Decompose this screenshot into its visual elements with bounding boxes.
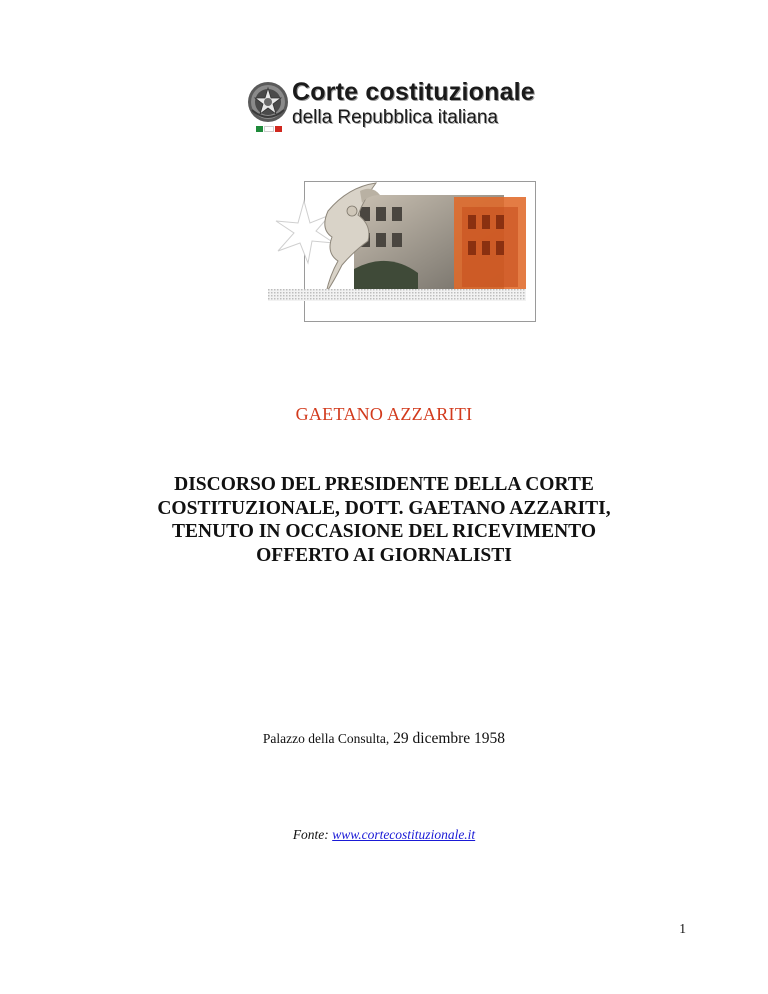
logo-subtitle: della Repubblica italiana — [292, 107, 498, 128]
title-line: OFFERTO AI GIORNALISTI — [256, 544, 512, 566]
title-line: TENUTO IN OCCASIONE DEL RICEVIMENTO — [171, 521, 597, 542]
court-logo — [246, 78, 556, 138]
palazzo-consulta-illustration — [268, 181, 536, 321]
place-date — [0, 730, 768, 748]
italian-republic-emblem-icon — [246, 80, 290, 124]
document-title — [110, 473, 658, 567]
source-label: Fonte: — [292, 827, 329, 842]
place-label: Palazzo della Consulta, — [262, 731, 390, 746]
source-link[interactable]: www.cortecostituzionale.it — [332, 827, 476, 842]
date-label: 29 dicembre 1958 — [393, 730, 506, 747]
author-name: GAETANO AZZARITI — [295, 404, 473, 424]
title-line: COSTITUZIONALE, DOTT. GAETANO AZZARITI, — [157, 497, 611, 519]
page-number: 1 — [679, 921, 686, 936]
title-line: DISCORSO DEL PRESIDENTE DELLA CORTE — [174, 474, 594, 495]
logo-title: Corte costituzionale — [292, 78, 535, 106]
italian-flag-icon — [256, 126, 282, 132]
source-line — [0, 827, 768, 843]
